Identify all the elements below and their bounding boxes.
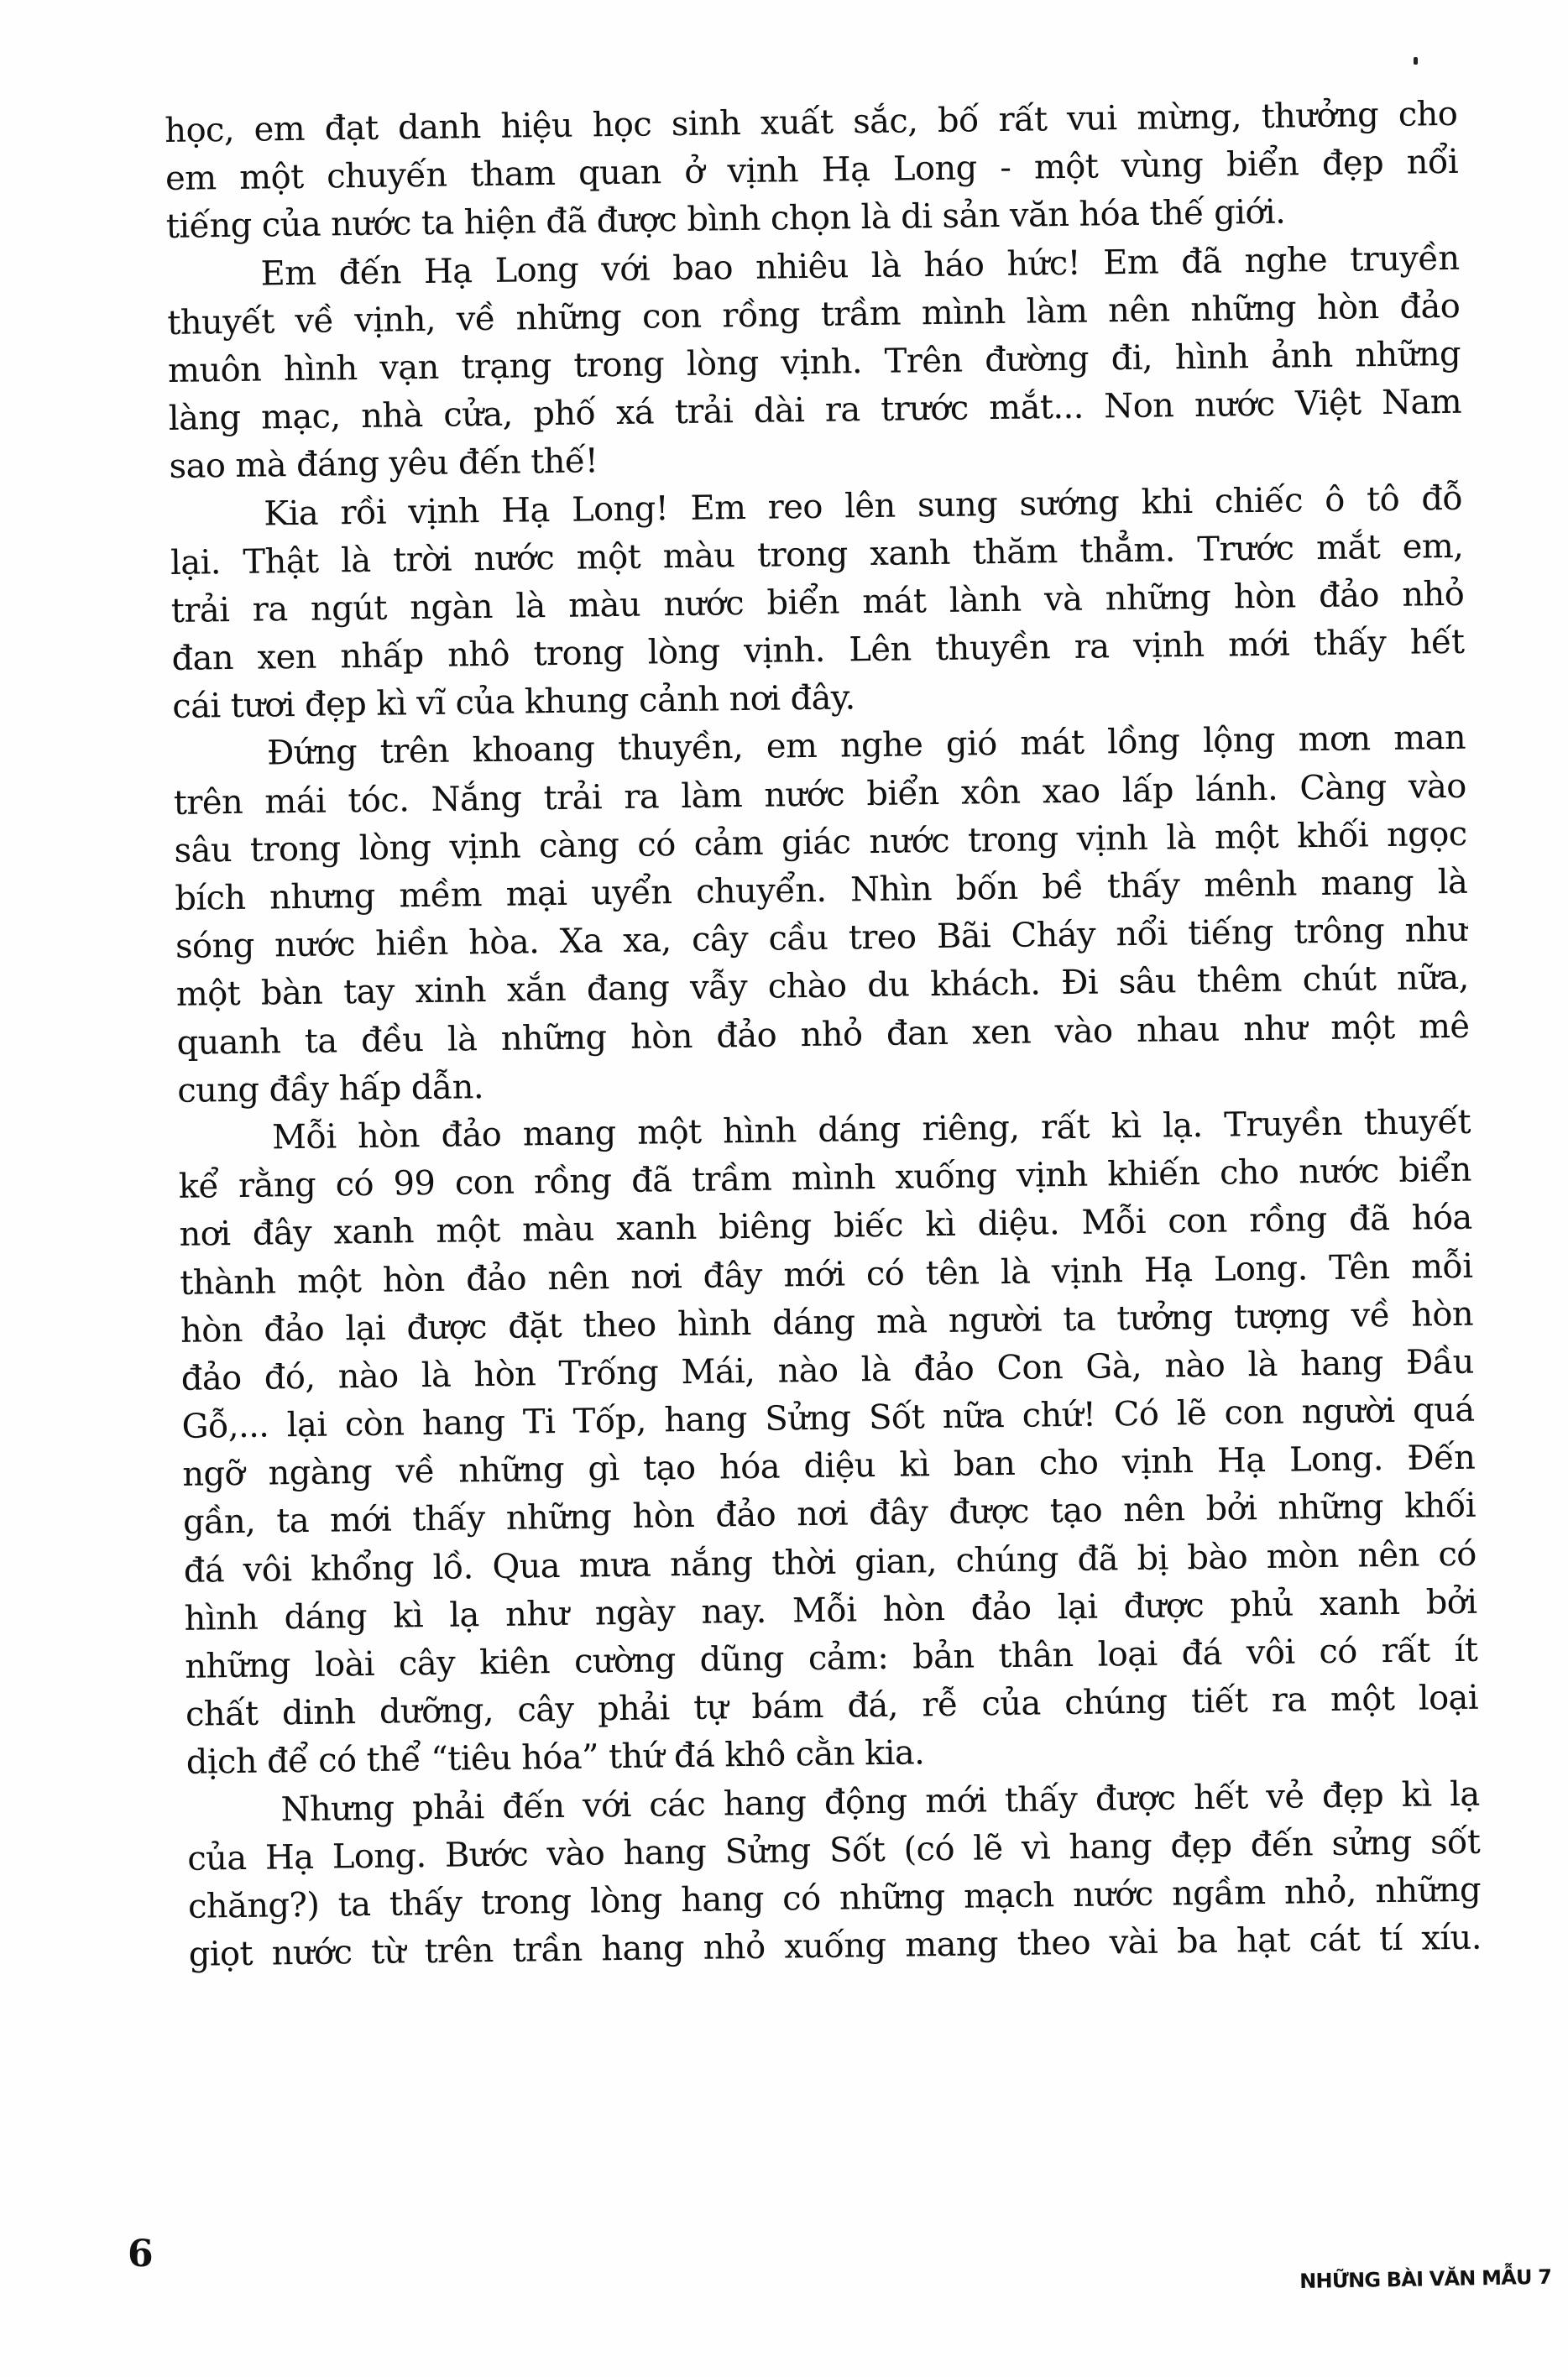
text-line: giọt nước từ trên trần hang nhỏ xuống mang theo vài ba hạt cát tí xíu. — [188, 1918, 1482, 1974]
text-line: gần, ta mới thấy những hòn đảo nơi đây được tạo nên bởi những khối — [182, 1486, 1477, 1543]
text-line: quanh ta đều là những hòn đảo nhỏ đan xen vào nhau như một mê — [176, 1006, 1470, 1063]
text-line: sóng nước hiền hòa. Xa xa, cây cầu treo Bãi Cháy nổi tiếng trông như — [175, 910, 1469, 967]
text-line: cung đầy hấp dẫn. — [177, 1067, 484, 1110]
scan-speck — [1414, 57, 1418, 65]
paragraph-first-line: Mỗi hòn đảo mang một hình dáng riêng, rất kì lạ. Truyền thuyết — [271, 1102, 1471, 1157]
text-line: tiếng của nước ta hiện đã được bình chọn là di sản văn hóa thế giới. — [165, 192, 1286, 247]
page-number: 6 — [128, 2233, 154, 2275]
text-line: chất dinh dưỡng, cây phải tự bám đá, rễ của chúng tiết ra một loại — [185, 1678, 1479, 1735]
paragraph-first-line: Đứng trên khoang thuyền, em nghe gió mát lồng lộng mơn man — [266, 718, 1466, 773]
text-line: đá vôi khổng lồ. Qua mưa nắng thời gian, chúng đã bị bào mòn nên có — [183, 1534, 1477, 1591]
paragraph-first-line: Kia rồi vịnh Hạ Long! Em reo lên sung sướng khi chiếc ô tô đỗ — [264, 478, 1463, 533]
paragraph-first-line: Em đến Hạ Long với bao nhiêu là háo hức! Em đã nghe truyền — [260, 238, 1460, 294]
text-line: làng mạc, nhà cửa, phố xá trải dài ra trước mắt... Non nước Việt Nam — [168, 382, 1462, 439]
text-line: thành một hòn đảo nên nơi đây mới có tên là vịnh Hạ Long. Tên mỗi — [180, 1246, 1473, 1303]
text-line: hòn đảo lại được đặt theo hình dáng mà người ta tưởng tượng về hòn — [180, 1294, 1474, 1350]
text-line: đan xen nhấp nhô trong lòng vịnh. Lên thuyền ra vịnh mới thấy hết — [171, 622, 1465, 679]
text-line: Gỗ,... lại còn hang Ti Tốp, hang Sửng Sốt nữa chứ! Có lẽ con người quá — [181, 1390, 1475, 1446]
text-line: những loài cây kiên cường dũng cảm: bản thân loại đá vôi có rất ít — [185, 1630, 1478, 1686]
running-footer: NHỮNG BÀI VĂN MẪU 7 — [1299, 2265, 1552, 2293]
text-line: học, em đạt danh hiệu học sinh xuất sắc, bố rất vui mừng, thưởng cho — [165, 94, 1458, 150]
text-line: chăng?) ta thấy trong lòng hang có những mạch nước ngầm nhỏ, những — [187, 1870, 1482, 1926]
text-line: trên mái tóc. Nắng trải ra làm nước biển xôn xao lấp lánh. Càng vào — [173, 766, 1467, 823]
text-line: dịch để có thể “tiêu hóa” thứ đá khô cằn kia. — [186, 1733, 925, 1783]
text-line: thuyết về vịnh, về những con rồng trầm mình làm nên những hòn đảo — [167, 286, 1461, 342]
text-line: nơi đây xanh một màu xanh biêng biếc kì diệu. Mỗi con rồng đã hóa — [179, 1199, 1472, 1255]
text-line: của Hạ Long. Bước vào hang Sửng Sốt (có lẽ vì hang đẹp đến sửng sốt — [187, 1822, 1481, 1878]
text-line: ngỡ ngàng về những gì tạo hóa diệu kì ban cho vịnh Hạ Long. Đến — [182, 1438, 1476, 1495]
text-line: một bàn tay xinh xắn đang vẫy chào du khách. Đi sâu thêm chút nữa, — [175, 959, 1470, 1015]
text-line: sao mà đáng yêu đến thế! — [169, 441, 598, 487]
essay-body — [165, 91, 1482, 1979]
text-line: lại. Thật là trời nước một màu trong xanh thăm thẳm. Trước mắt em, — [170, 526, 1464, 582]
text-line: đảo đó, nào là hòn Trống Mái, nào là đảo Con Gà, nào là hang Đầu — [180, 1342, 1474, 1398]
text-line: hình dáng kì lạ như ngày nay. Mỗi hòn đảo lại được phủ xanh bởi — [184, 1582, 1477, 1638]
text-line: sâu trong lòng vịnh càng có cảm giác nước trong vịnh là một khối ngọc — [174, 814, 1467, 870]
text-line: bích nhưng mềm mại uyển chuyển. Nhìn bốn bề thấy mênh mang là — [175, 862, 1468, 918]
text-line: cái tươi đẹp kì vĩ của khung cảnh nơi đây. — [172, 678, 855, 727]
text-line: muôn hình vạn trạng trong lòng vịnh. Trên đường đi, hình ảnh những — [167, 334, 1461, 390]
text-line: em một chuyến tham quan ở vịnh Hạ Long - một vùng biển đẹp nổi — [165, 143, 1459, 199]
text-line: kể rằng có 99 con rồng đã trầm mình xuống vịnh khiến cho nước biển — [178, 1150, 1472, 1207]
paragraph-first-line: Nhưng phải đến với các hang động mới thấy được hết vẻ đẹp kì lạ — [280, 1774, 1480, 1829]
text-line: trải ra ngút ngàn là màu nước biển mát lành và những hòn đảo nhỏ — [170, 574, 1465, 630]
